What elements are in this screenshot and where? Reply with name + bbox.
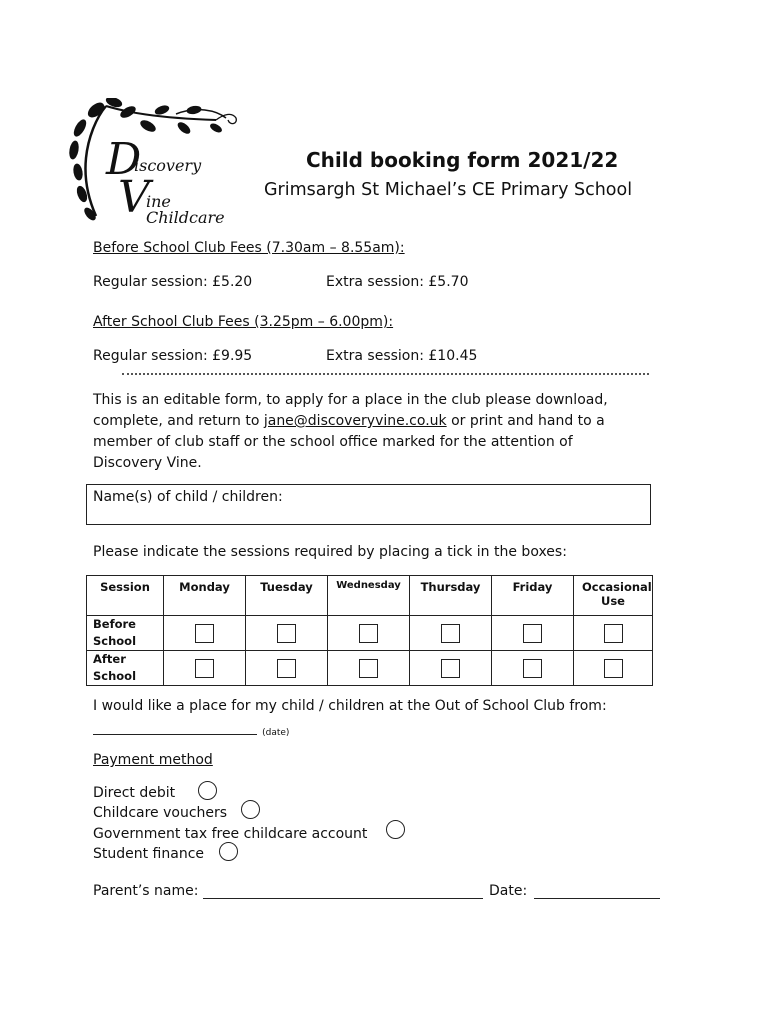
before-school-fees-heading: Before School Club Fees (7.30am – 8.55am):: [93, 240, 405, 256]
start-date-text: I would like a place for my child / children at the Out of School Club from:: [93, 698, 607, 714]
sessions-header-row: [87, 576, 653, 616]
start-date-hint: (date): [262, 728, 290, 738]
page-title: Child booking form 2021/22: [306, 148, 619, 172]
payment-option-childcare-vouchers: Childcare vouchers: [93, 805, 228, 821]
checkbox-before-wednesday[interactable]: [359, 624, 378, 643]
intro-paragraph: [93, 390, 633, 474]
before-regular-fee: Regular session: £5.20: [93, 274, 253, 290]
before-extra-fee: Extra session: £5.70: [326, 274, 469, 290]
checkbox-before-occasional[interactable]: [604, 624, 623, 643]
header-occasional-use: Occasional Use: [574, 576, 653, 616]
checkbox-before-monday[interactable]: [195, 624, 214, 643]
intro-text-start: This is an editable form, to apply for a place in the club please download, complete, and return to: [93, 392, 608, 429]
email-link[interactable]: jane@discoveryvine.co.uk: [263, 413, 447, 429]
payment-option-direct-debit: Direct debit: [93, 785, 176, 801]
logo-letter-v: V: [118, 172, 150, 223]
radio-childcare-vouchers[interactable]: [241, 800, 260, 819]
start-date-line: [93, 722, 257, 735]
page-subtitle: Grimsargh St Michael’s CE Primary School: [264, 180, 633, 200]
header-tuesday: Tuesday: [246, 576, 328, 616]
logo-word-discovery: iscovery: [134, 156, 202, 175]
logo-word-childcare: ine Childcare: [146, 192, 225, 227]
radio-tax-free-childcare[interactable]: [386, 820, 405, 839]
child-names-field[interactable]: [86, 484, 651, 525]
radio-student-finance[interactable]: [219, 842, 238, 861]
sessions-instruction: Please indicate the sessions required by placing a tick in the boxes:: [93, 544, 567, 560]
header-wednesday: Wednesday: [328, 576, 410, 616]
header-thursday: Thursday: [410, 576, 492, 616]
payment-option-student-finance: Student finance: [93, 846, 205, 862]
intro-text-end: or print and hand to a member of club staff or the school office marked for the attention of Discovery Vine.: [93, 413, 605, 471]
after-regular-fee: Regular session: £9.95: [93, 348, 253, 364]
table-row: [87, 616, 653, 651]
row-label-after-school: After School: [87, 651, 164, 686]
child-names-label: Name(s) of child / children:: [93, 489, 283, 505]
header-monday: Monday: [164, 576, 246, 616]
after-school-fees-heading: After School Club Fees (3.25pm – 6.00pm):: [93, 314, 394, 330]
checkbox-before-tuesday[interactable]: [277, 624, 296, 643]
checkbox-after-monday[interactable]: [195, 659, 214, 678]
parent-name-field[interactable]: [203, 884, 483, 899]
header-session: Session: [87, 576, 164, 616]
checkbox-after-occasional[interactable]: [604, 659, 623, 678]
dotted-divider: [122, 373, 649, 375]
table-row: [87, 651, 653, 686]
discovery-vine-logo: [66, 98, 248, 226]
checkbox-before-thursday[interactable]: [441, 624, 460, 643]
logo-letter-d: D: [106, 134, 142, 185]
row-label-before-school: Before School: [87, 616, 164, 651]
radio-direct-debit[interactable]: [198, 781, 217, 800]
start-date-field[interactable]: [93, 720, 289, 739]
checkbox-before-friday[interactable]: [523, 624, 542, 643]
payment-option-tax-free-childcare: Government tax free childcare account: [93, 826, 368, 842]
sessions-table: [86, 575, 653, 686]
checkbox-after-friday[interactable]: [523, 659, 542, 678]
after-extra-fee: Extra session: £10.45: [326, 348, 478, 364]
payment-method-heading: Payment method: [93, 752, 213, 768]
checkbox-after-thursday[interactable]: [441, 659, 460, 678]
parent-name-label: Parent’s name:: [93, 883, 199, 899]
checkbox-after-tuesday[interactable]: [277, 659, 296, 678]
date-label: Date:: [489, 883, 528, 899]
date-field[interactable]: [534, 884, 660, 899]
header-friday: Friday: [492, 576, 574, 616]
checkbox-after-wednesday[interactable]: [359, 659, 378, 678]
